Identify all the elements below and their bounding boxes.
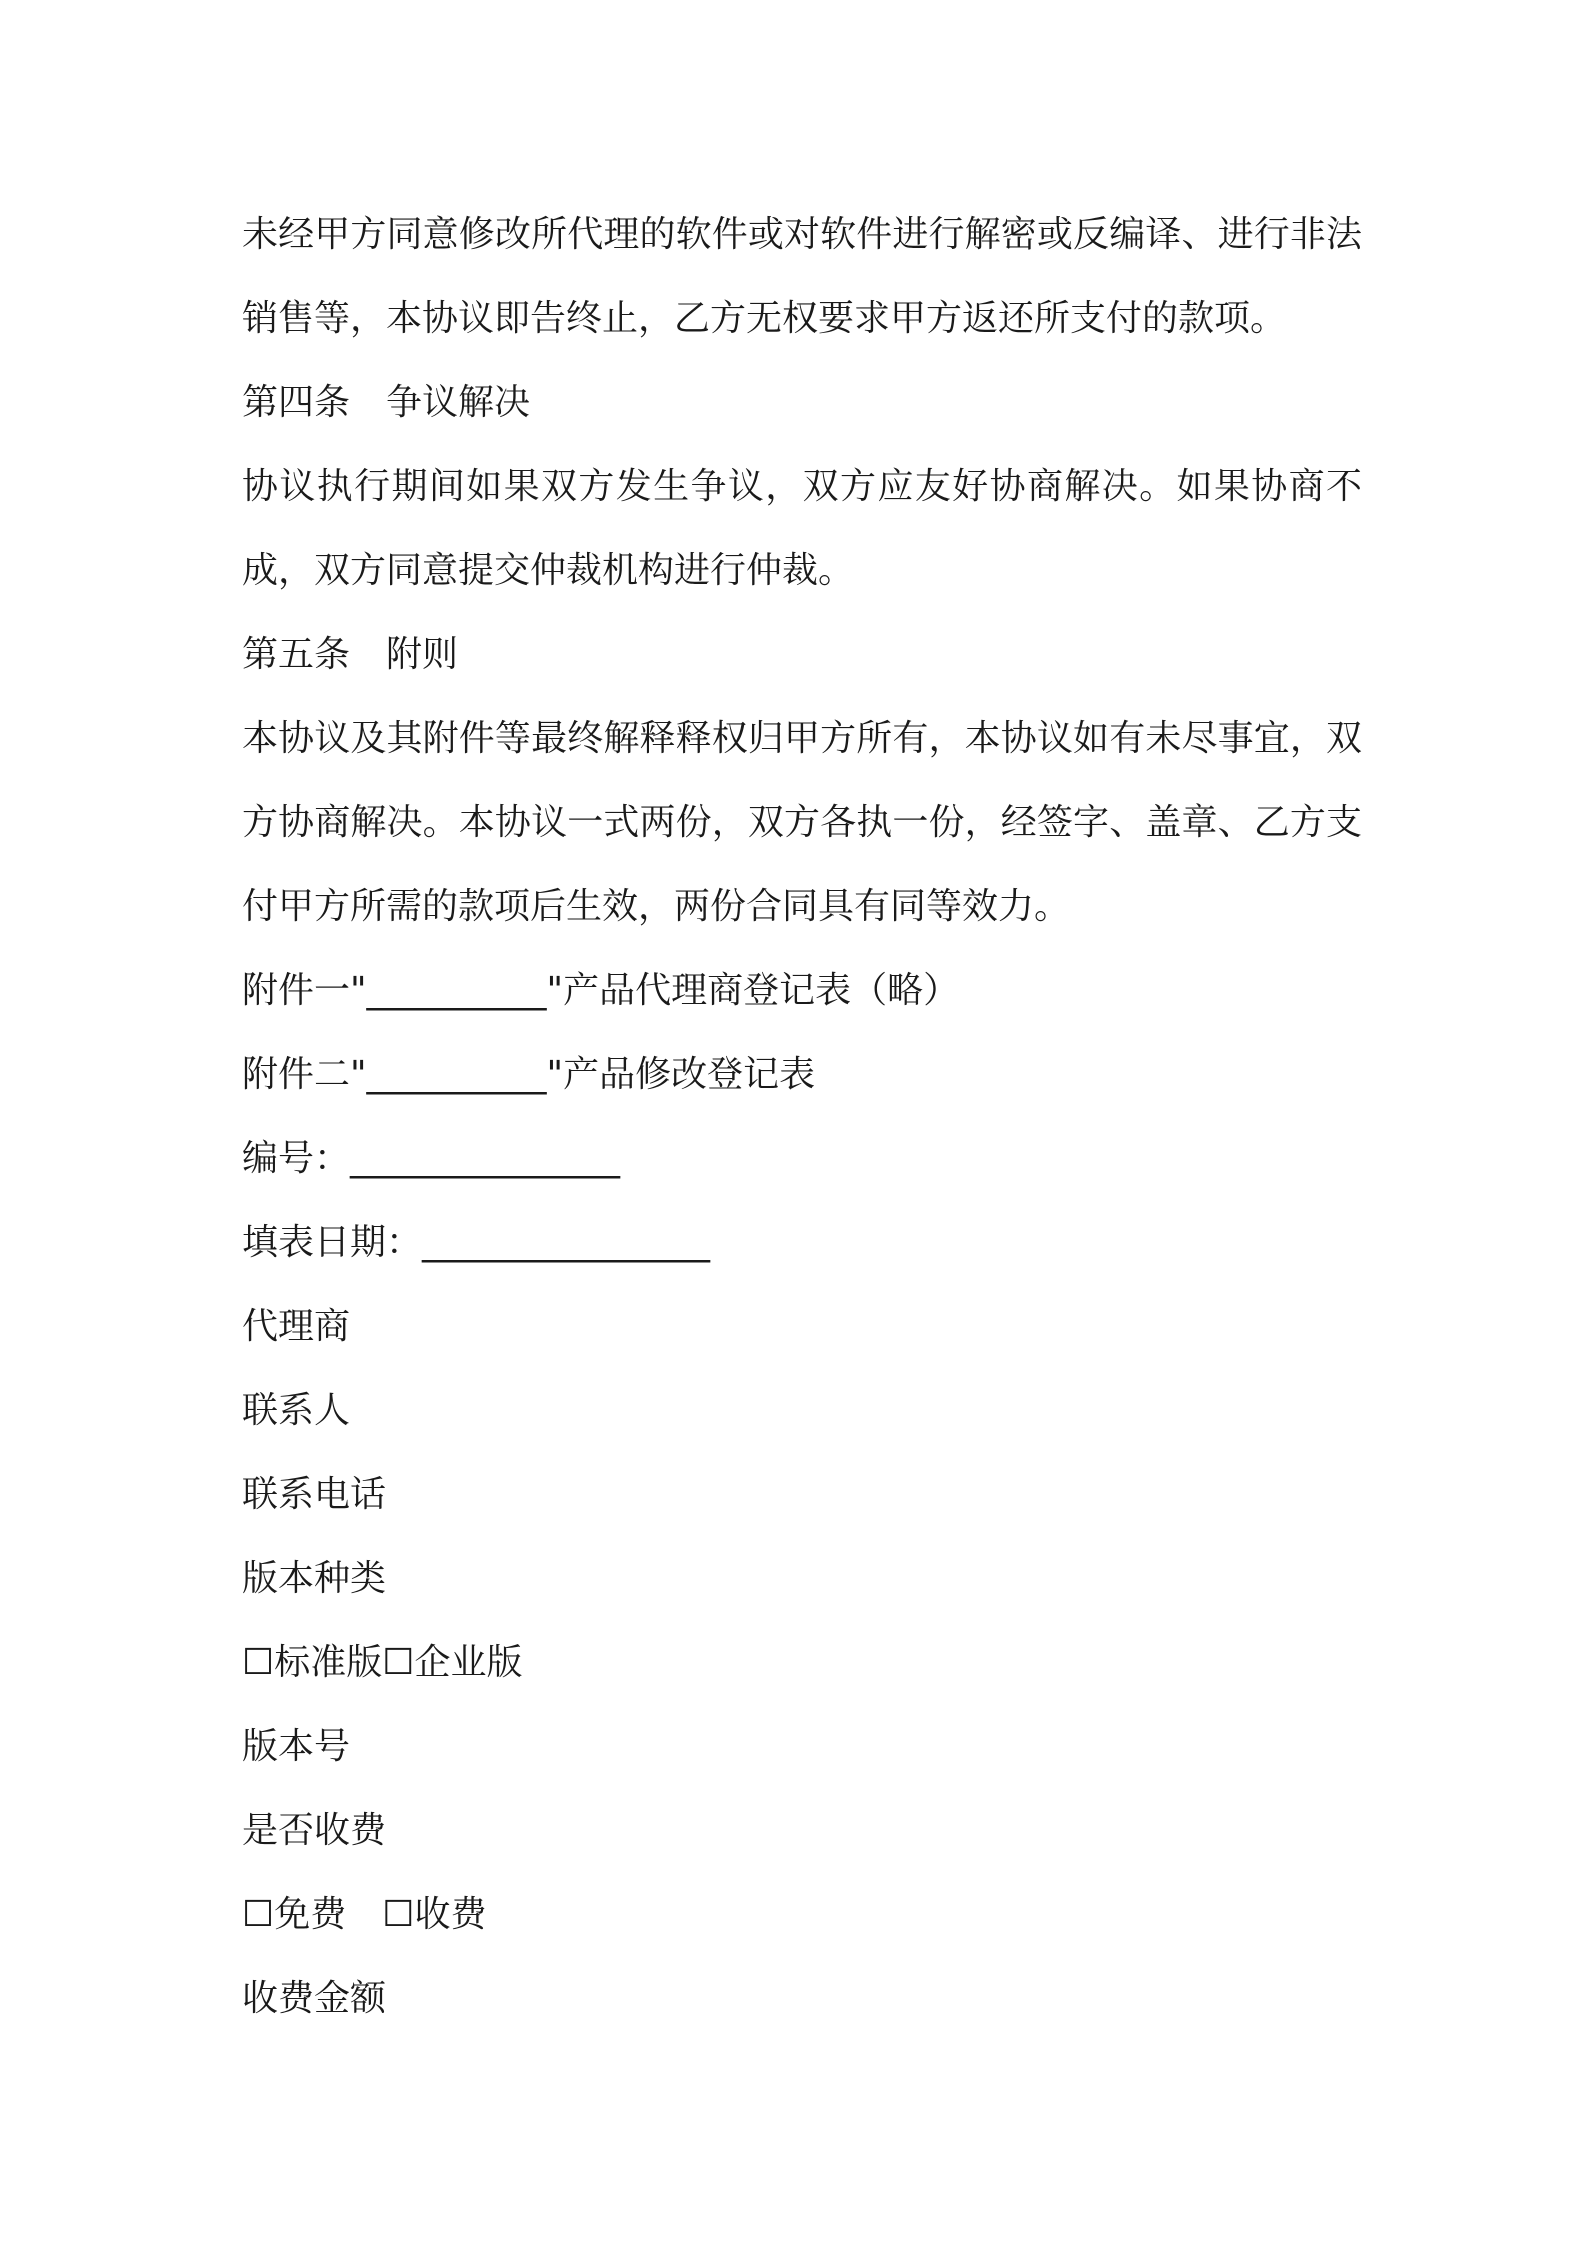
article-five-title: 第五条 附则 <box>242 634 459 675</box>
form-version-options: ☐标准版☐企业版 <box>242 1642 523 1683</box>
form-version-type-label: 版本种类 <box>242 1558 387 1599</box>
article-four-body: 协议执行期间如果双方发生争议，双方应友好协商解决。如果协商不成，双方同意提交仲裁机构进行仲裁。 <box>242 466 1362 591</box>
form-contact-phone-label: 联系电话 <box>242 1474 387 1515</box>
form-number-field: 编号：_______________ <box>242 1138 621 1179</box>
form-agent-label: 代理商 <box>242 1306 351 1347</box>
agreement-page <box>242 193 1362 2041</box>
form-charge-question-label: 是否收费 <box>242 1810 387 1851</box>
form-charge-amount-label: 收费金额 <box>242 1978 387 2019</box>
form-contact-person-label: 联系人 <box>242 1390 351 1431</box>
paragraph-termination-clause: 未经甲方同意修改所代理的软件或对软件进行解密或反编译、进行非法销售等，本协议即告终止，乙方无权要求甲方返还所支付的款项。 <box>242 214 1362 339</box>
article-four-title: 第四条 争议解决 <box>242 382 531 423</box>
form-charge-options: ☐免费 ☐收费 <box>242 1894 487 1935</box>
attachment-two-line: 附件二"__________"产品修改登记表 <box>242 1054 816 1095</box>
form-date-field: 填表日期：________________ <box>242 1222 711 1263</box>
attachment-one-line: 附件一"__________"产品代理商登记表（略） <box>242 970 960 1011</box>
article-five-body: 本协议及其附件等最终解释释权归甲方所有，本协议如有未尽事宜，双方协商解决。本协议一式两份，双方各执一份，经签字、盖章、乙方支付甲方所需的款项后生效，两份合同具有同等效力。 <box>242 718 1362 927</box>
form-version-number-label: 版本号 <box>242 1726 351 1767</box>
